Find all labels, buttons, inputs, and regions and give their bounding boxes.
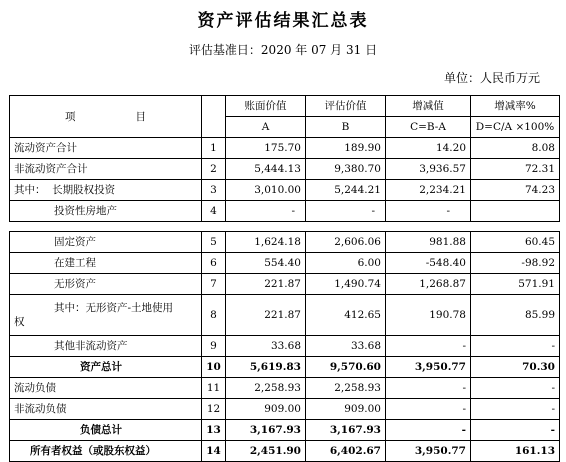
table-row (10, 201, 560, 222)
book-value: 5,619.83 (226, 357, 306, 378)
rate-value: - (471, 336, 560, 357)
row-index: 6 (202, 253, 226, 274)
rate-value: - (471, 378, 560, 399)
rate-value: - (471, 399, 560, 420)
rate-value (471, 201, 560, 222)
eval-value: 189.90 (306, 138, 386, 159)
table-row (10, 274, 560, 295)
eval-value: 9,380.70 (306, 159, 386, 180)
row-index: 5 (202, 232, 226, 253)
table-row (10, 295, 560, 336)
row-index: 1 (202, 138, 226, 159)
diff-value: 1,268.87 (386, 274, 471, 295)
book-sub-header: A (226, 117, 306, 138)
eval-value: 5,244.21 (306, 180, 386, 201)
eval-value: 9,570.60 (306, 357, 386, 378)
diff-value: - (386, 420, 471, 441)
unit-label: 单位：人民币万元 (443, 71, 540, 85)
row-index: 8 (202, 295, 226, 336)
diff-value: -548.40 (386, 253, 471, 274)
rate-value: 85.99 (471, 295, 560, 336)
book-value: 5,444.13 (226, 159, 306, 180)
book-value: 3,010.00 (226, 180, 306, 201)
rate-sub-header: D=C/A ×100% (471, 117, 560, 138)
item-header-left: 项 (65, 110, 76, 123)
row-label: 无形资产 (10, 274, 202, 295)
book-value: - (226, 201, 306, 222)
eval-value: 2,258.93 (306, 378, 386, 399)
base-date: 评估基准日：2020 年 07 月 31 日 (188, 43, 378, 57)
row-index: 2 (202, 159, 226, 180)
row-label: 固定资产 (10, 232, 202, 253)
eval-value: 6.00 (306, 253, 386, 274)
row-index: 14 (202, 441, 226, 462)
diff-value: 981.88 (386, 232, 471, 253)
rate-value: 8.08 (471, 138, 560, 159)
row-index: 13 (202, 420, 226, 441)
table-row (10, 138, 560, 159)
rate-value: 70.30 (471, 357, 560, 378)
book-value-header: 账面价值 (226, 96, 306, 117)
row-label-line-2: 权 (14, 316, 25, 328)
eval-value-header: 评估价值 (306, 96, 386, 117)
table-row-total (10, 420, 560, 441)
row-label-line-1: 其中：无形资产-土地使用 (54, 302, 174, 314)
table-row (10, 180, 560, 201)
rate-value: - (471, 420, 560, 441)
page-title: 资产评估结果汇总表 (197, 11, 369, 31)
row-index: 10 (202, 357, 226, 378)
diff-value: 190.78 (386, 295, 471, 336)
table-row (10, 378, 560, 399)
diff-value: 3,950.77 (386, 441, 471, 462)
book-value: 2,451.90 (226, 441, 306, 462)
table-row-total (10, 357, 560, 378)
eval-value: 2,606.06 (306, 232, 386, 253)
diff-sub-header: C=B-A (386, 117, 471, 138)
book-value: 3,167.93 (226, 420, 306, 441)
row-label: 其中： 长期股权投资 (10, 180, 202, 201)
diff-value: - (386, 378, 471, 399)
row-label: 流动负债 (10, 378, 202, 399)
summary-table-bottom (9, 231, 560, 462)
item-header-right: 目 (135, 110, 146, 123)
rate-value: 74.23 (471, 180, 560, 201)
eval-sub-header: B (306, 117, 386, 138)
table-row-total (10, 441, 560, 462)
row-index: 4 (202, 201, 226, 222)
rate-value: 60.45 (471, 232, 560, 253)
table-row (10, 253, 560, 274)
diff-value: 14.20 (386, 138, 471, 159)
diff-value: - (386, 399, 471, 420)
eval-value: - (306, 201, 386, 222)
book-value: 1,624.18 (226, 232, 306, 253)
row-label: 其他非流动资产 (10, 336, 202, 357)
table-header-row (10, 96, 560, 117)
row-label: 非流动资产合计 (10, 159, 202, 180)
eval-value: 3,167.93 (306, 420, 386, 441)
diff-value: 2,234.21 (386, 180, 471, 201)
row-index: 3 (202, 180, 226, 201)
diff-value: 3,950.77 (386, 357, 471, 378)
diff-value: - (386, 201, 471, 222)
row-label: 投资性房地产 (10, 201, 202, 222)
row-index: 11 (202, 378, 226, 399)
summary-table-top (9, 95, 560, 222)
row-label: 所有者权益（或股东权益） (10, 441, 202, 462)
row-index: 12 (202, 399, 226, 420)
item-header (10, 96, 202, 138)
book-value: 221.87 (226, 274, 306, 295)
row-index: 7 (202, 274, 226, 295)
book-value: 33.68 (226, 336, 306, 357)
row-label: 负债总计 (10, 420, 202, 441)
row-label: 非流动负债 (10, 399, 202, 420)
eval-value: 33.68 (306, 336, 386, 357)
book-value: 221.87 (226, 295, 306, 336)
rate-value: -98.92 (471, 253, 560, 274)
diff-value: - (386, 336, 471, 357)
book-value: 554.40 (226, 253, 306, 274)
table-row (10, 336, 560, 357)
diff-value: 3,936.57 (386, 159, 471, 180)
rate-header: 增减率% (471, 96, 560, 117)
index-header (202, 96, 226, 138)
diff-header: 增减值 (386, 96, 471, 117)
book-value: 909.00 (226, 399, 306, 420)
row-label: 流动资产合计 (10, 138, 202, 159)
rate-value: 571.91 (471, 274, 560, 295)
eval-value: 1,490.74 (306, 274, 386, 295)
rate-value: 72.31 (471, 159, 560, 180)
row-label (10, 295, 202, 336)
row-label: 资产总计 (10, 357, 202, 378)
eval-value: 412.65 (306, 295, 386, 336)
rate-value: 161.13 (471, 441, 560, 462)
table-row (10, 399, 560, 420)
table-row (10, 232, 560, 253)
row-index: 9 (202, 336, 226, 357)
table-row (10, 159, 560, 180)
row-label: 在建工程 (10, 253, 202, 274)
eval-value: 909.00 (306, 399, 386, 420)
book-value: 2,258.93 (226, 378, 306, 399)
eval-value: 6,402.67 (306, 441, 386, 462)
book-value: 175.70 (226, 138, 306, 159)
